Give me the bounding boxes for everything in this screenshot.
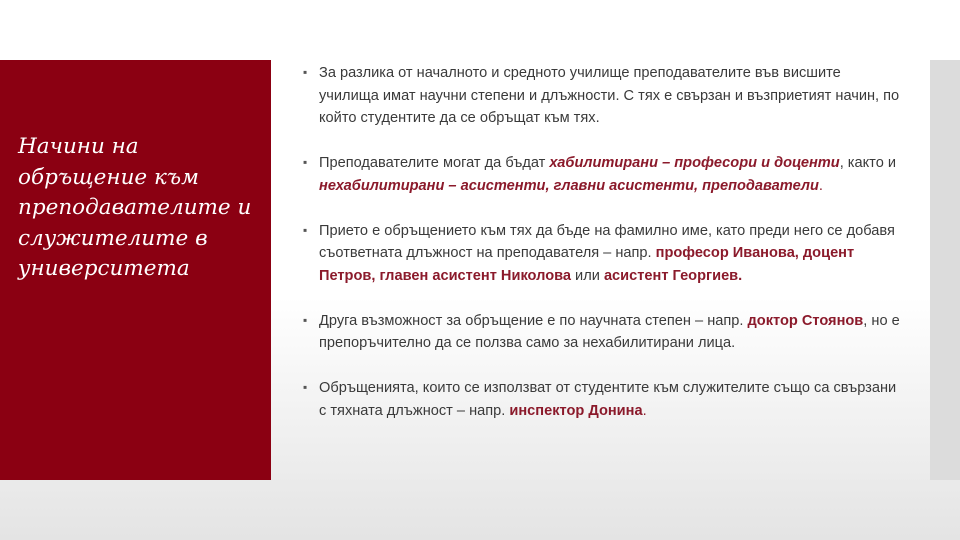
bullet-icon: ▪ <box>303 312 308 327</box>
slide-title: Начини на обръщение към преподавателите и служителите в университета <box>18 134 252 281</box>
highlight-text: хабилитирани – професори и доценти <box>549 155 840 171</box>
bullet-icon: ▪ <box>303 155 308 169</box>
bullet-text: Друга възможност за обръщение е по научната степен – напр. <box>319 312 748 329</box>
decorative-side-bar <box>930 60 960 480</box>
bullet-item <box>300 310 900 355</box>
highlight-text: доктор Стоянов <box>747 312 864 329</box>
title-panel <box>0 60 271 480</box>
bullet-item <box>300 377 900 422</box>
highlight-text: асистент Георгиев. <box>603 267 743 284</box>
bullet-text: Прието е обръщението към тях да бъде на фамилно име, като преди него се добавя съответната длъжност на преподавателя – напр. <box>319 222 895 261</box>
highlight-text: професор Иванова, доцент Петров, главен асистент Николова <box>319 245 855 284</box>
bullet-text: Преподавателите могат да бъдат <box>319 155 550 171</box>
bullet-text: . <box>818 177 823 194</box>
bullet-item <box>300 152 900 197</box>
bullet-text: Обръщенията, които се използват от студентите към служителите също са свързани с тяхната длъжност – напр. <box>319 380 897 419</box>
bullet-icon: ▪ <box>303 222 308 237</box>
bullet-icon: ▪ <box>303 65 308 79</box>
bullet-text: , както и <box>839 155 897 171</box>
bullet-icon: ▪ <box>303 380 308 394</box>
bullet-list <box>300 62 900 445</box>
bullet-item <box>300 62 900 130</box>
bullet-text: За разлика от началното и средното училище преподавателите във висшите училища имат научни степени и длъжности. С тях е свързан и възприетият начин, по който студентите да се обръщат към тях. <box>319 65 900 126</box>
highlight-text: нехабилитирани – асистенти, главни асистенти, преподаватели <box>319 177 819 194</box>
bullet-text: или <box>571 267 604 284</box>
highlight-text: инспектор Донина <box>509 402 643 419</box>
bullet-text: . <box>642 402 647 419</box>
bullet-item <box>300 220 900 288</box>
bullet-text: , но е препоръчително да се ползва само за нехабилитирани лица. <box>319 312 900 351</box>
